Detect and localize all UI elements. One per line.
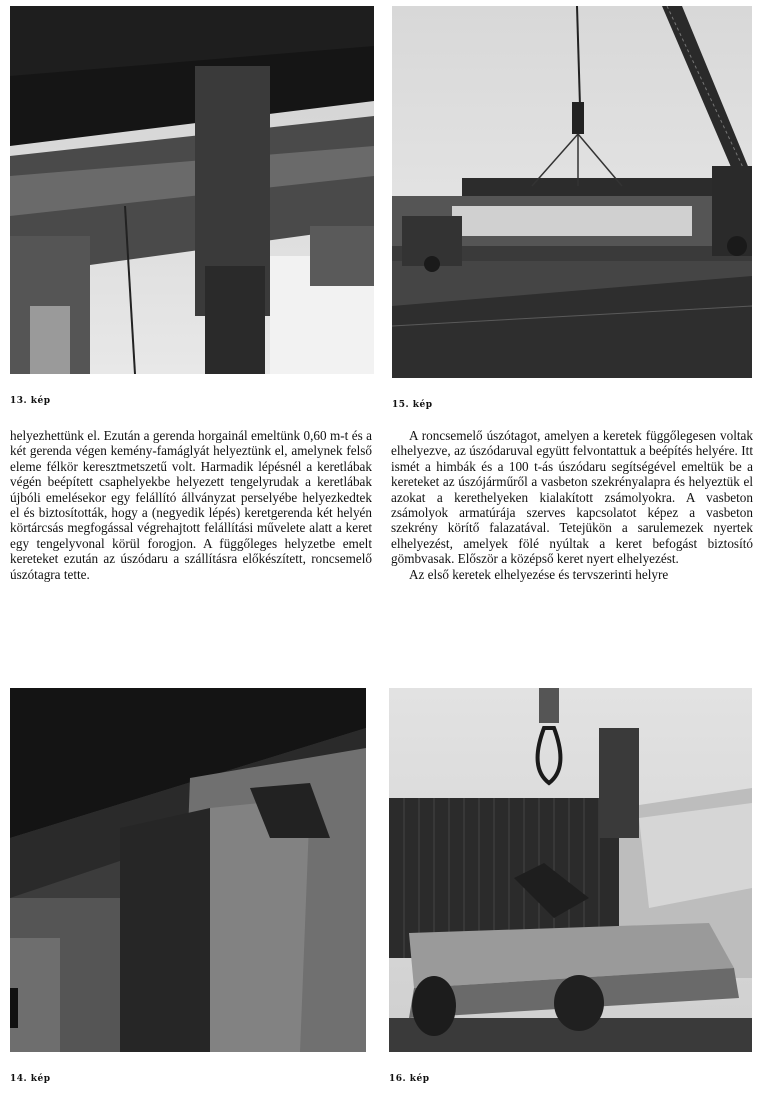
right-paragraph-2: Az első keretek elhelyezése és tervszerinti helyre — [409, 566, 669, 582]
photo-16 — [389, 688, 752, 1052]
steel-beam-frame-photo — [10, 6, 374, 374]
right-paragraph-1: A roncsemelő úszótagot, amelyen a keretek függőlegesen voltak elhelyezve, az úszódaruval együtt felvontattuk a beépítés helyére. Itt ismét a himbák és a 100 t-ás úszódaru segítségével emeltük be a kereteket az úszójárműről a vasbeton szekrényalapra és helyeztük el azokat a kerethelyeken kialakított zsámolyokra. A vasbeton zsámolyok armatúrája szerves kapcsolatot képez a vasbeton szekrény körítő falazatával. Tetejükön a sarulemezek nyertek elhelyezést, amelyek fölé nyúltak a keret befogást biztosító gömbvasak. Először a középső keret nyert elhelyezést. — [391, 428, 753, 567]
photo-14 — [10, 688, 366, 1052]
right-column-text — [391, 428, 753, 582]
concrete-frame-closeup-photo — [10, 688, 366, 1052]
caption-13: 13. kép — [10, 396, 51, 406]
photo-13 — [10, 6, 374, 374]
caption-14: 14. kép — [10, 1074, 51, 1084]
left-column-text — [10, 428, 372, 582]
photo-15 — [392, 6, 752, 378]
crane-lifting-frame-photo — [392, 6, 752, 378]
caption-16: 16. kép — [389, 1074, 430, 1084]
frame-placement-in-cofferdam-photo — [389, 688, 752, 1052]
caption-15: 15. kép — [392, 400, 433, 410]
left-paragraph: helyezhettünk el. Ezután a gerenda horgainál emeltünk 0,60 m-t és a két gerenda végen kemény-famáglyát helyeztünk el, amelynek felső eleme félkör keresztmetszetű volt. Harmadik lépésnél a keretlábak végén beépített csaphelyekbe helyezett tengelyrudak a keretlábak újbóli emelésekor egy felállító állványzat perselyébe helyezkedtek el és biztosították, hogy a (negyedik lépés) keretgerenda két helyén körtárcsás megfogással végrehajtott felállítási művelete alatt a keret egy tengelyvonal körül forogjon. A függőleges helyzetbe emelt kereteket ezután az úszódaru a szállításra előkészített, roncsemelő úszótagra tette. — [10, 428, 372, 582]
